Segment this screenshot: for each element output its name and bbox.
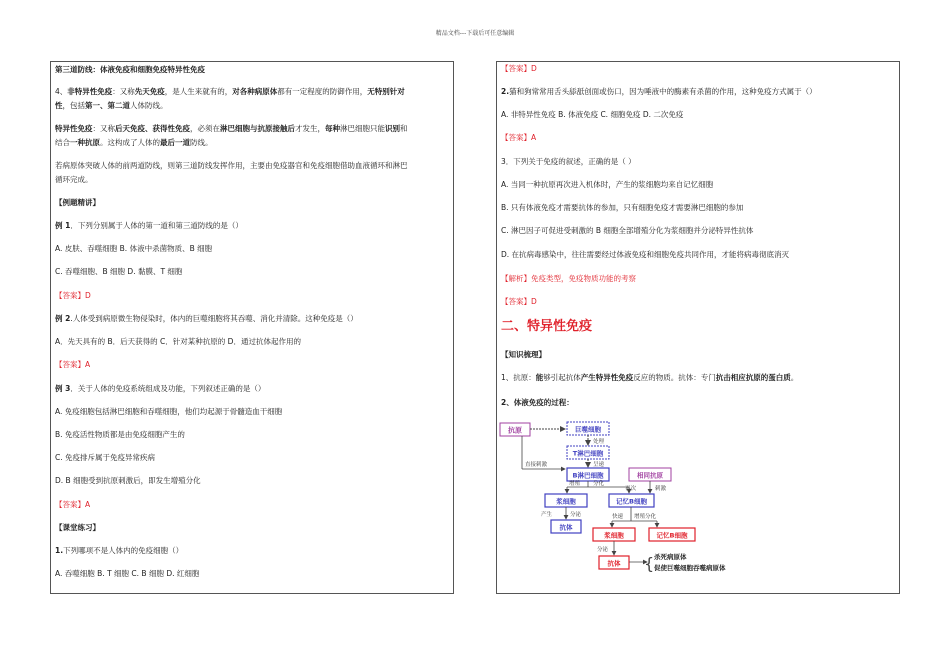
example2-question: 例 2.人体受到病原微生物侵染时，体内的巨噬细胞将其吞噬、消化并清除。这种免疫是（） [55, 314, 358, 323]
practice1-answer: 【答案】D [501, 64, 537, 73]
paragraph-nonspecific-line1: 4、非特异性免疫：又称先天免疫，是人生来就有的，对各种病原体都有一定程度的防御作用，无特别针对 [55, 87, 405, 96]
b-cell-label: B淋巴细胞 [572, 471, 604, 480]
humoral-immunity-heading: 2、体液免疫的过程： [501, 398, 574, 407]
plasma-cell-secondary-label: 浆细胞 [604, 531, 624, 540]
practice3-option-d: D. 在抗病毒感染中，往往需要经过体液免疫和细胞免疫共同作用，才能将病毒彻底消灭 [501, 250, 790, 259]
example1-question: 例 1．下列分别属于人体的第一道和第三道防线的是（） [55, 221, 243, 230]
label-process: 处理 [593, 439, 605, 445]
paragraph-nonspecific-line2: 性，包括第一、第二道人体防线。 [55, 101, 168, 110]
example3-option-d: D. B 细胞受到抗原刺激后，即发生增殖分化 [55, 476, 201, 485]
paragraph-third-line-desc2: 循环完成。 [55, 175, 93, 184]
label-direct-stimulation: 直接刺激 [525, 462, 548, 468]
heading-third-defense: 第三道防线：体液免疫和细胞免疫特异性免疫 [55, 65, 205, 74]
example2-options: A．先天具有的 B．后天获得的 C．针对某种抗原的 D．通过抗体起作用的 [55, 337, 301, 346]
antibody-label: 抗体 [559, 523, 573, 532]
label-secrete: 分泌 [570, 512, 582, 518]
plasma-cell-label: 浆细胞 [556, 497, 576, 506]
label-fast: 快速 [612, 514, 624, 520]
example2-answer: 【答案】A [55, 360, 91, 369]
practice2-question: 2.猫和狗常常用舌头舔舐创面或伤口，因为唾液中的酶素有杀菌的作用，这种免疫方式属于（） [501, 87, 817, 96]
example3-question: 例 3．关于人体的免疫系统组成及功能，下列叙述正确的是（） [55, 384, 266, 393]
antibody-secondary-label: 抗体 [607, 559, 621, 568]
paragraph-third-line-desc1: 若病原体突破人体的前两道防线，则第三道防线发挥作用，主要由免疫器官和免疫细胞借助血液循环和淋巴 [55, 161, 408, 170]
effect-promote-phagocytosis: 促使巨噬细胞吞噬病原体 [654, 564, 726, 572]
practice3-option-c: C. 淋巴因子可促进受刺激的 B 细胞全部增殖分化为浆细胞并分泌特异性抗体 [501, 226, 754, 235]
practice3-option-a: A. 当同一种抗原再次进入机体时，产生的浆细胞均来自记忆细胞 [501, 180, 714, 189]
humoral-immunity-diagram [497, 417, 900, 592]
example1-option-cd: C. 吞噬细胞、B 细胞 D. 黏膜、T 细胞 [55, 267, 183, 276]
practice1-options: A. 吞噬细胞 B. T 细胞 C. B 细胞 D. 红细胞 [55, 569, 200, 578]
memory-b-cell-secondary-label: 记忆B细胞 [656, 531, 688, 540]
example1-option-ab: A. 皮肤、吞噬细胞 B. 体液中杀菌物质、B 细胞 [55, 244, 213, 253]
section-examples-title: 【例题精讲】 [55, 198, 100, 207]
definition-antigen-antibody: 1、抗原：能够引起抗体产生特异性免疫反应的物质。抗体：专门抗击相应抗原的蛋白质。 [501, 373, 799, 382]
section-specific-immunity-title: 二、特异性免疫 [501, 319, 593, 334]
t-cell-label: T淋巴细胞 [572, 449, 604, 458]
example3-option-a: A. 免疫细胞包括淋巴细胞和吞噬细胞，他们均起源于骨髓造血干细胞 [55, 407, 283, 416]
example3-answer: 【答案】A [55, 500, 91, 509]
effects-brace: { [644, 554, 655, 573]
label-differentiate: 分化 [593, 481, 605, 487]
left-column [50, 61, 454, 594]
label-secrete-secondary: 分泌 [597, 547, 609, 553]
example3-option-b: B. 免疫活性物质都是由免疫细胞产生的 [55, 430, 185, 439]
section-practice-title: 【课堂练习】 [55, 523, 100, 532]
section-knowledge-title: 【知识梳理】 [501, 350, 546, 359]
label-proliferate: 增殖 [569, 481, 581, 487]
label-produce: 产生 [541, 512, 553, 518]
label-proliferate-differentiate: 增殖分化 [634, 514, 657, 520]
macrophage-label: 巨噬细胞 [575, 425, 601, 434]
practice1-question: 1.下列哪项不是人体内的免疫细胞（） [55, 546, 184, 555]
memory-b-cell-label: 记忆B细胞 [616, 497, 647, 506]
practice2-answer: 【答案】A [501, 133, 537, 142]
same-antigen-label: 相同抗原 [637, 471, 663, 480]
practice3-question: 3．下列关于免疫的叙述，正确的是（ ） [501, 157, 636, 166]
page-header: 精品文档---下载后可任意编辑 [435, 30, 515, 37]
practice3-answer: 【答案】D [501, 297, 537, 306]
right-column [496, 61, 900, 594]
effect-kill-pathogen: 杀死病原体 [654, 553, 687, 561]
practice2-options: A. 非特异性免疫 B. 体液免疫 C. 细胞免疫 D. 二次免疫 [501, 110, 684, 119]
paragraph-specific-line2: 结合一种抗原。这构成了人体的最后一道防线。 [55, 138, 213, 147]
example1-answer: 【答案】D [55, 291, 91, 300]
label-again: 再次 [625, 486, 637, 492]
label-present: 呈递 [593, 462, 605, 468]
antigen-label: 抗原 [508, 426, 522, 435]
label-stimulate: 刺激 [655, 486, 667, 492]
practice3-option-b: B. 只有体液免疫才需要抗体的参加，只有细胞免疫才需要淋巴细胞的参加 [501, 203, 744, 212]
practice3-analysis: 【解析】免疫类型，免疫物质功能的考察 [501, 274, 636, 283]
paragraph-specific-line1: 特异性免疫：又称后天免疫、获得性免疫，必须在淋巴细胞与抗原接触后才发生，每种淋巴细胞只能识别和 [55, 124, 408, 133]
example3-option-c: C. 免疫排斥属于免疫异常疾病 [55, 453, 156, 462]
